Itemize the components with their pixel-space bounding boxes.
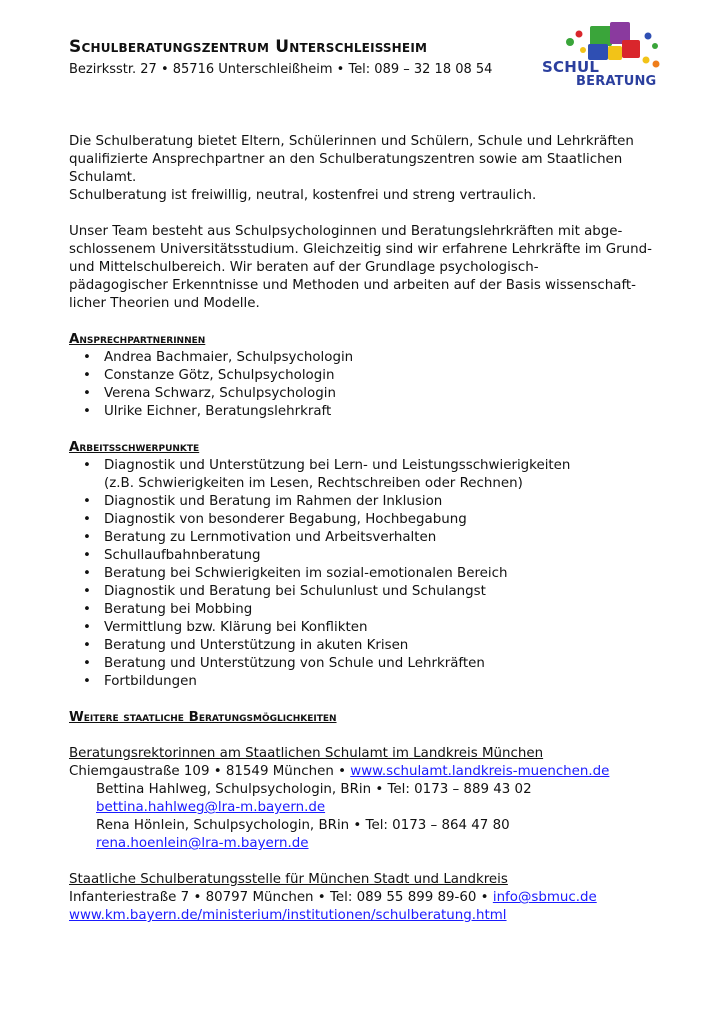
bullet-icon: • <box>83 602 91 617</box>
focus-item: Diagnostik und Beratung im Rahmen der Inklusion <box>104 494 443 509</box>
bullet-icon: • <box>83 494 91 509</box>
focus-item: Beratung und Unterstützung von Schule und Lehrkräften <box>104 656 485 671</box>
team-paragraph <box>69 223 669 313</box>
contacts-heading: Ansprechpartnerinnen <box>69 332 206 347</box>
bullet-icon: • <box>83 638 91 653</box>
list-item <box>69 457 669 493</box>
sbmuc-address: Infanteriestraße 7 • 80797 München • Tel: 089 55 899 89-60 • <box>69 890 493 905</box>
team-line: licher Theorien und Modelle. <box>69 296 260 311</box>
bullet-icon: • <box>83 530 91 545</box>
schulamt-block <box>69 745 669 853</box>
person-rena: Rena Hönlein, Schulpsychologin, BRin • Tel: 0173 – 864 47 80 <box>96 818 510 833</box>
focus-item: Schullaufbahnberatung <box>104 548 261 563</box>
team-line: Unser Team besteht aus Schulpsychologinnen und Beratungslehrkräften mit abge- <box>69 224 623 239</box>
list-item <box>69 601 669 619</box>
list-item <box>69 583 669 601</box>
contact-name: Constanze Götz, Schulpsychologin <box>104 368 335 383</box>
focus-item: Beratung bei Schwierigkeiten im sozial-emotionalen Bereich <box>104 566 508 581</box>
bullet-icon: • <box>83 368 91 383</box>
intro-line: Schulamt. <box>69 170 137 185</box>
email-link-bettina[interactable]: bettina.hahlweg@lra-m.bayern.de <box>96 800 326 815</box>
bullet-icon: • <box>83 512 91 527</box>
sbmuc-title: Staatliche Schulberatungsstelle für München Stadt und Landkreis <box>69 872 508 887</box>
list-item <box>69 367 669 385</box>
bullet-icon: • <box>83 674 91 689</box>
list-item <box>69 673 669 691</box>
focus-item: Diagnostik von besonderer Begabung, Hochbegabung <box>104 512 467 527</box>
list-item <box>69 619 669 637</box>
schulamt-website-link[interactable]: www.schulamt.landkreis-muenchen.de <box>350 764 610 779</box>
logo-text-beratung: BERATUNG <box>576 74 657 89</box>
schulamt-address-line <box>69 763 669 781</box>
header-address: Bezirksstr. 27 • 85716 Unterschleißheim • Tel: 089 – 32 18 08 54 <box>69 62 493 77</box>
focus-item: Beratung bei Mobbing <box>104 602 253 617</box>
intro-line: Schulberatung ist freiwillig, neutral, kostenfrei und streng vertraulich. <box>69 188 537 203</box>
intro-paragraph <box>69 133 669 205</box>
list-item <box>69 511 669 529</box>
bullet-icon: • <box>83 656 91 671</box>
contact-name: Ulrike Eichner, Beratungslehrkraft <box>104 404 332 419</box>
bullet-icon: • <box>83 566 91 581</box>
schulberatung-logo <box>538 20 668 90</box>
sbmuc-website-link[interactable]: www.km.bayern.de/ministerium/institutionen/schulberatung.html <box>69 908 507 923</box>
sbmuc-email-link[interactable]: info@sbmuc.de <box>492 890 597 905</box>
intro-line: qualifizierte Ansprechpartner an den Schulberatungszentren sowie am Staatlichen <box>69 152 623 167</box>
list-item <box>69 637 669 655</box>
bullet-icon: • <box>83 584 91 599</box>
bullet-icon: • <box>83 620 91 635</box>
intro-line: Die Schulberatung bietet Eltern, Schülerinnen und Schülern, Schule und Lehrkräften <box>69 134 634 149</box>
focus-item: Beratung und Unterstützung in akuten Krisen <box>104 638 409 653</box>
list-item <box>69 529 669 547</box>
focus-item: Fortbildungen <box>104 674 197 689</box>
bullet-icon: • <box>83 350 91 365</box>
schulamt-address: Chiemgaustraße 109 • 81549 München • <box>69 764 351 779</box>
focus-item: Diagnostik und Beratung bei Schulunlust und Schulangst <box>104 584 486 599</box>
contacts-list <box>69 349 669 421</box>
email-link-row <box>69 835 669 853</box>
bullet-icon: • <box>83 404 91 419</box>
person-bettina: Bettina Hahlweg, Schulpsychologin, BRin • Tel: 0173 – 889 43 02 <box>96 782 532 797</box>
list-item <box>69 655 669 673</box>
document-header <box>69 34 509 80</box>
team-line: und Mittelschulbereich. Wir beraten auf der Grundlage psychologisch- <box>69 260 539 275</box>
email-link-row <box>69 799 669 817</box>
logo-text-schul: SCHUL <box>542 58 600 76</box>
further-heading: Weitere staatliche Beratungsmöglichkeiten <box>69 710 337 725</box>
focus-list <box>69 457 669 691</box>
sbmuc-block <box>69 871 669 925</box>
list-item <box>69 565 669 583</box>
focus-item-continuation: (z.B. Schwierigkeiten im Lesen, Rechtschreiben oder Rechnen) <box>104 476 523 491</box>
contact-name: Andrea Bachmaier, Schulpsychologin <box>104 350 354 365</box>
focus-item: Diagnostik und Unterstützung bei Lern- und Leistungsschwierigkeiten <box>104 458 571 473</box>
schulamt-title: Beratungsrektorinnen am Staatlichen Schulamt im Landkreis München <box>69 746 544 761</box>
list-item <box>69 547 669 565</box>
focus-item: Vermittlung bzw. Klärung bei Konflikten <box>104 620 368 635</box>
list-item <box>69 493 669 511</box>
focus-item: Beratung zu Lernmotivation und Arbeitsverhalten <box>104 530 437 545</box>
bullet-icon: • <box>83 548 91 563</box>
list-item <box>69 349 669 367</box>
sbmuc-url-row <box>69 907 669 925</box>
sbmuc-address-line <box>69 889 669 907</box>
bullet-icon: • <box>83 386 91 401</box>
list-item <box>69 385 669 403</box>
bullet-icon: • <box>83 458 91 473</box>
document-body <box>69 133 669 943</box>
page-title: Schulberatungszentrum Unterschleißheim <box>69 37 428 57</box>
contact-name: Verena Schwarz, Schulpsychologin <box>104 386 336 401</box>
team-line: pädagogischer Erkenntnisse und Methoden und arbeiten auf der Basis wissenschaft- <box>69 278 637 293</box>
email-link-rena[interactable]: rena.hoenlein@lra-m.bayern.de <box>96 836 309 851</box>
focus-heading: Arbeitsschwerpunkte <box>69 440 200 455</box>
team-line: schlossenem Universitätsstudium. Gleichzeitig sind wir erfahrene Lehrkräfte im Grund- <box>69 242 652 257</box>
list-item <box>69 403 669 421</box>
